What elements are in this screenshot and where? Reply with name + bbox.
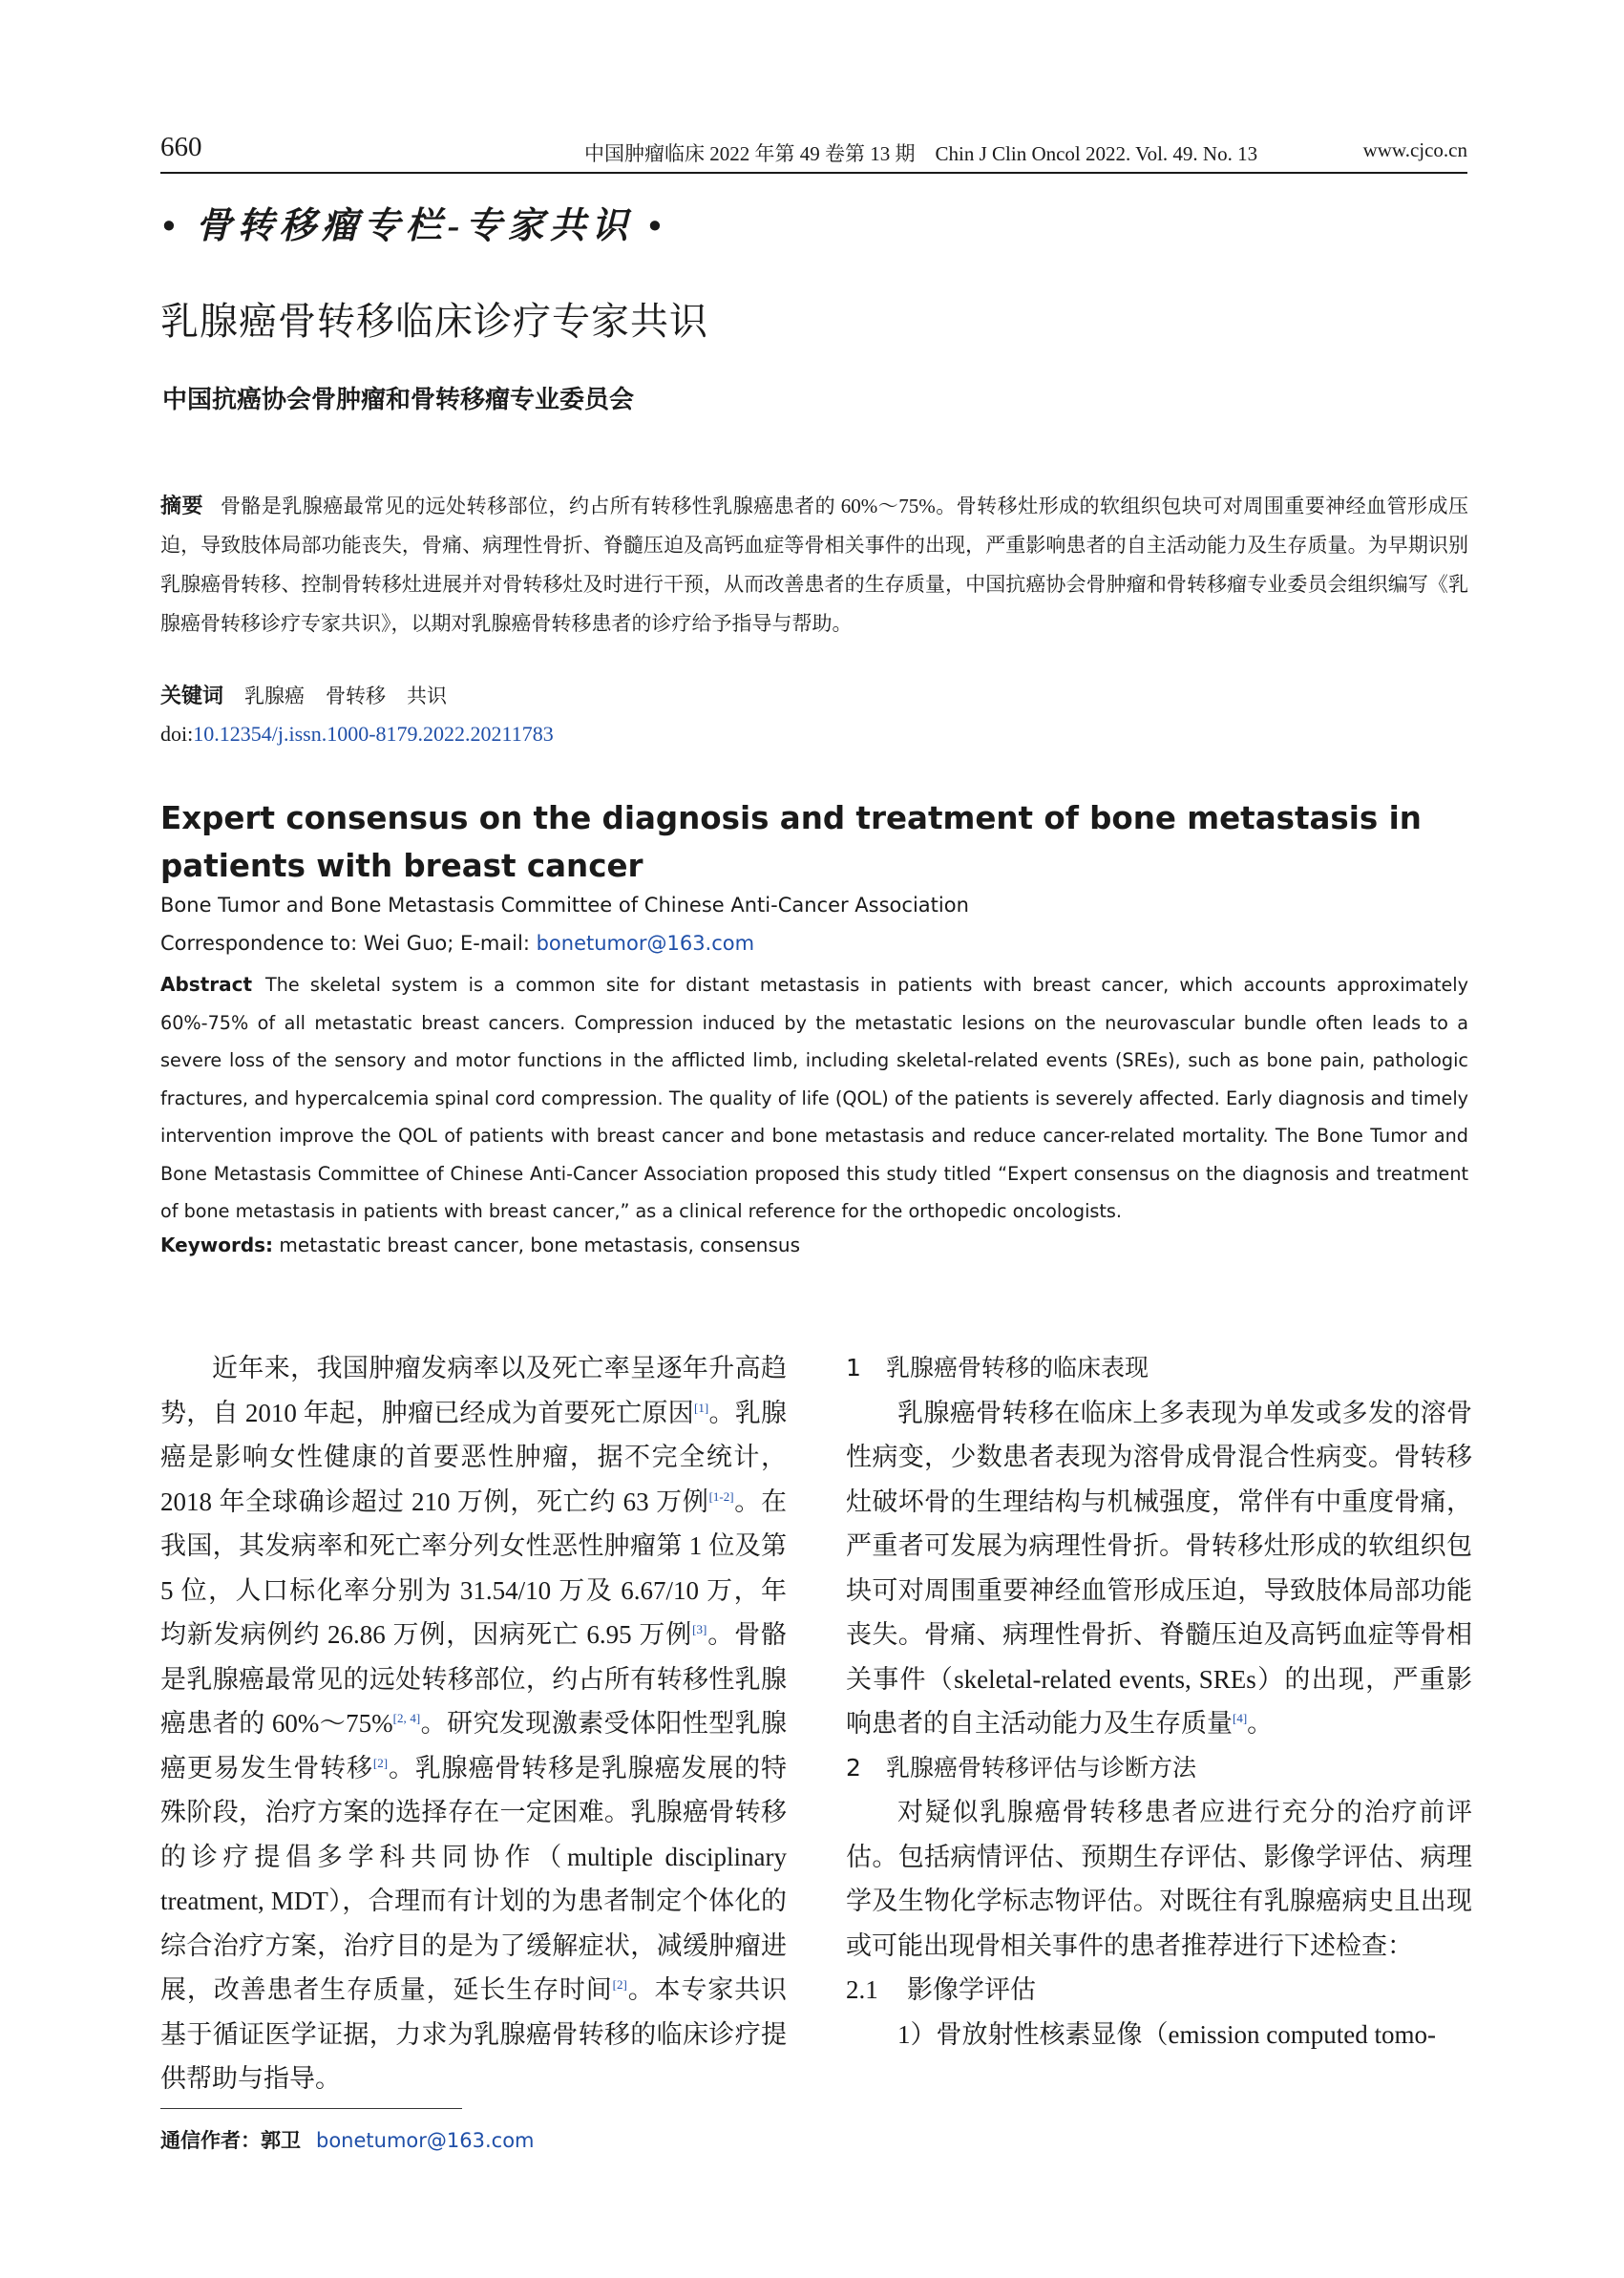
list-item-1: 1）骨放射性核素显像（emission computed tomo- [897,2019,1436,2049]
correspondence-text: Correspondence to: Wei Guo; E-mail: [160,932,537,955]
subsection-number: 2.1 [846,1975,878,2004]
intro-text: 。本专家共识基于循证医学证据，力求为乳腺癌骨转移的临床诊疗提供帮助与指导。 [160,1975,788,2093]
section-1-paragraph [846,1391,1472,1746]
section-1-heading [846,1346,1472,1391]
abstract-en-text: The skeletal system is a common site for distant metastasis in patients with breast cancer, which accounts approximately 60%-75% of all metastatic breast cancers. Compression induced by the metastatic lesions on the neurovascular bundle often leads to a severe loss of the sensory and motor functions in the afflicted limb, including skeletal-related events (SREs), such as bone pain, pathologic fractures, and hypercalcemia spinal cord compression. The quality of life (QOL) of the patients is severely affected. Early diagnosis and timely intervention improve the QOL of patients with breast cancer and bone metastasis and reduce cancer-related mortality. The Bone Tumor and Bone Metastasis Committee of Chinese Anti-Cancer Association proposed this study titled “Expert consensus on the diagnosis and treatment of bone metastasis in patients with breast cancer,” as a clinical reference for the orthopedic oncologists. [160,974,1468,1222]
doi-label: doi: [160,722,194,746]
citation-ref[interactable]: [2, 4] [392,1711,421,1725]
intro-text: 。乳腺癌骨转移是乳腺癌发展的特殊阶段，治疗方案的选择存在一定困难。乳腺癌骨转移的诊疗提倡多学科共同协作（multiple disciplinary treatment, MDT），合理而有计划的为患者制定个体化的综合治疗方案，治疗目的是为了缓解症状，减缓肿瘤进展，改善患者生存质量，延长生存时间 [160,1753,788,2004]
section-title: 乳腺癌骨转移评估与诊断方法 [886,1753,1197,1782]
authors-en: Bone Tumor and Bone Metastasis Committee of Chinese Anti-Cancer Association [160,894,969,917]
website-header: www.cjco.cn [1362,138,1467,161]
intro-text: 。在我国，其发病率和死亡率分列女性恶性肿瘤第 1 位及第 5 位，人口标化率分别为 31.54/10 万及 6.67/10 万，年均新发病例约 26.86 万例，因病死亡 6.95 万例 [160,1487,788,1649]
intro-text: 。乳腺癌是影响女性健康的首要恶性肿瘤，据不完全统计，2018 年全球确诊超过 210 万例，死亡约 63 万例 [160,1398,788,1516]
citation-ref[interactable]: [1] [694,1400,709,1415]
title-cn: 乳腺癌骨转移临床诊疗专家共识 [160,300,708,344]
header-rule [160,172,1467,174]
footnote-label: 通信作者：郭卫 [160,2129,301,2152]
abstract-en [160,966,1468,1231]
section-2-heading [846,1746,1472,1791]
page-number: 660 [160,132,202,162]
section-title: 乳腺癌骨转移的临床表现 [886,1354,1149,1382]
abstract-en-label: Abstract [160,973,253,996]
footnote [160,2125,535,2154]
intro-text: 。骨骼是乳腺癌最常见的远处转移部位，约占所有转移性乳腺癌患者的 60%～75% [160,1620,788,1738]
section-1-text: 。 [1247,1709,1274,1738]
body-column-left [160,1346,787,2101]
subsection-2-1-heading [846,1968,1472,2013]
journal-header: 中国肿瘤临床 2022 年第 49 卷第 13 期 Chin J Clin Oncol 2022. Vol. 49. No. 13 [584,142,1258,165]
subsection-title: 影像学评估 [907,1975,1036,2004]
citation-ref[interactable]: [1-2] [708,1488,734,1504]
doi-link[interactable]: 10.12354/j.issn.1000-8179.2022.20211783 [193,722,554,746]
section-1-text: 乳腺癌骨转移在临床上多表现为单发或多发的溶骨性病变，少数患者表现为溶骨成骨混合性病变。骨转移灶破坏骨的生理结构与机械强度，常伴有中重度骨痛，严重者可发展为病理性骨折。骨转移灶形成的软组织包块可对周围重要神经血管形成压迫，导致肢体局部功能丧失。骨痛、病理性骨折、脊髓压迫及高钙血症等骨相关事件（skeletal-related events, SREs）的出现，严重影响患者的自主活动能力及生存质量 [846,1398,1472,1738]
section-number: 1 [846,1354,861,1382]
correspondence-en [160,932,754,955]
keywords-cn-label: 关键词 [160,685,224,708]
doi-line [160,722,554,747]
footnote-email-link[interactable]: bonetumor@163.com [316,2129,535,2152]
footnote-rule [160,2108,462,2109]
keywords-en-text: metastatic breast cancer, bone metastasis, consensus [273,1234,800,1256]
authors-cn: 中国抗癌协会骨肿瘤和骨转移瘤专业委员会 [162,386,635,414]
intro-text: 近年来，我国肿瘤发病率以及死亡率呈逐年升高趋势，自 2010 年起，肿瘤已经成为首要死亡原因 [160,1354,787,1427]
abstract-cn-label: 摘要 [160,495,203,518]
citation-ref[interactable]: [3] [692,1622,707,1636]
abstract-cn [160,487,1468,643]
intro-text: 。研究发现激素受体阳性型乳腺癌更易发生骨转移 [160,1709,788,1782]
keywords-cn [160,680,468,709]
abstract-cn-text: 骨骼是乳腺癌最常见的远处转移部位，约占所有转移性乳腺癌患者的 60%～75%。骨转移灶形成的软组织包块可对周围重要神经血管形成压迫，导致肢体局部功能丧失，骨痛、病理性骨折、脊髓压迫及高钙血症等骨相关事件的出现，严重影响患者的自主活动能力及生存质量。为早期识别乳腺癌骨转移、控制骨转移灶进展并对骨转移灶及时进行干预，从而改善患者的生存质量，中国抗癌协会骨肿瘤和骨转移瘤专业委员会组织编写《乳腺癌骨转移诊疗专家共识》，以期对乳腺癌骨转移患者的诊疗给予指导与帮助。 [160,495,1468,635]
citation-ref[interactable]: [2] [372,1755,389,1770]
keyword-cn: 乳腺癌 [244,685,306,707]
section-number: 2 [846,1753,861,1782]
citation-ref[interactable]: [2] [612,1977,627,1992]
title-en: Expert consensus on the diagnosis and treatment of bone metastasis in patients with breast cancer [160,800,1422,884]
body-column-right [846,1346,1472,2057]
keywords-en [160,1234,800,1256]
citation-ref[interactable]: [4] [1233,1711,1248,1725]
keyword-cn: 共识 [407,685,448,707]
keyword-cn: 骨转移 [326,685,387,707]
intro-paragraph [160,1346,787,2101]
correspondence-email-link[interactable]: bonetumor@163.com [536,932,755,955]
section-2-paragraph: 对疑似乳腺癌骨转移患者应进行充分的治疗前评估。包括病情评估、预期生存评估、影像学评估、病理学及生物化学标志物评估。对既往有乳腺癌病史且出现或可能出现骨相关事件的患者推荐进行下述检查： [846,1798,1472,1960]
column-title: • 骨转移瘤专栏-专家共识 • [162,206,667,246]
keywords-en-label: Keywords: [160,1234,274,1256]
